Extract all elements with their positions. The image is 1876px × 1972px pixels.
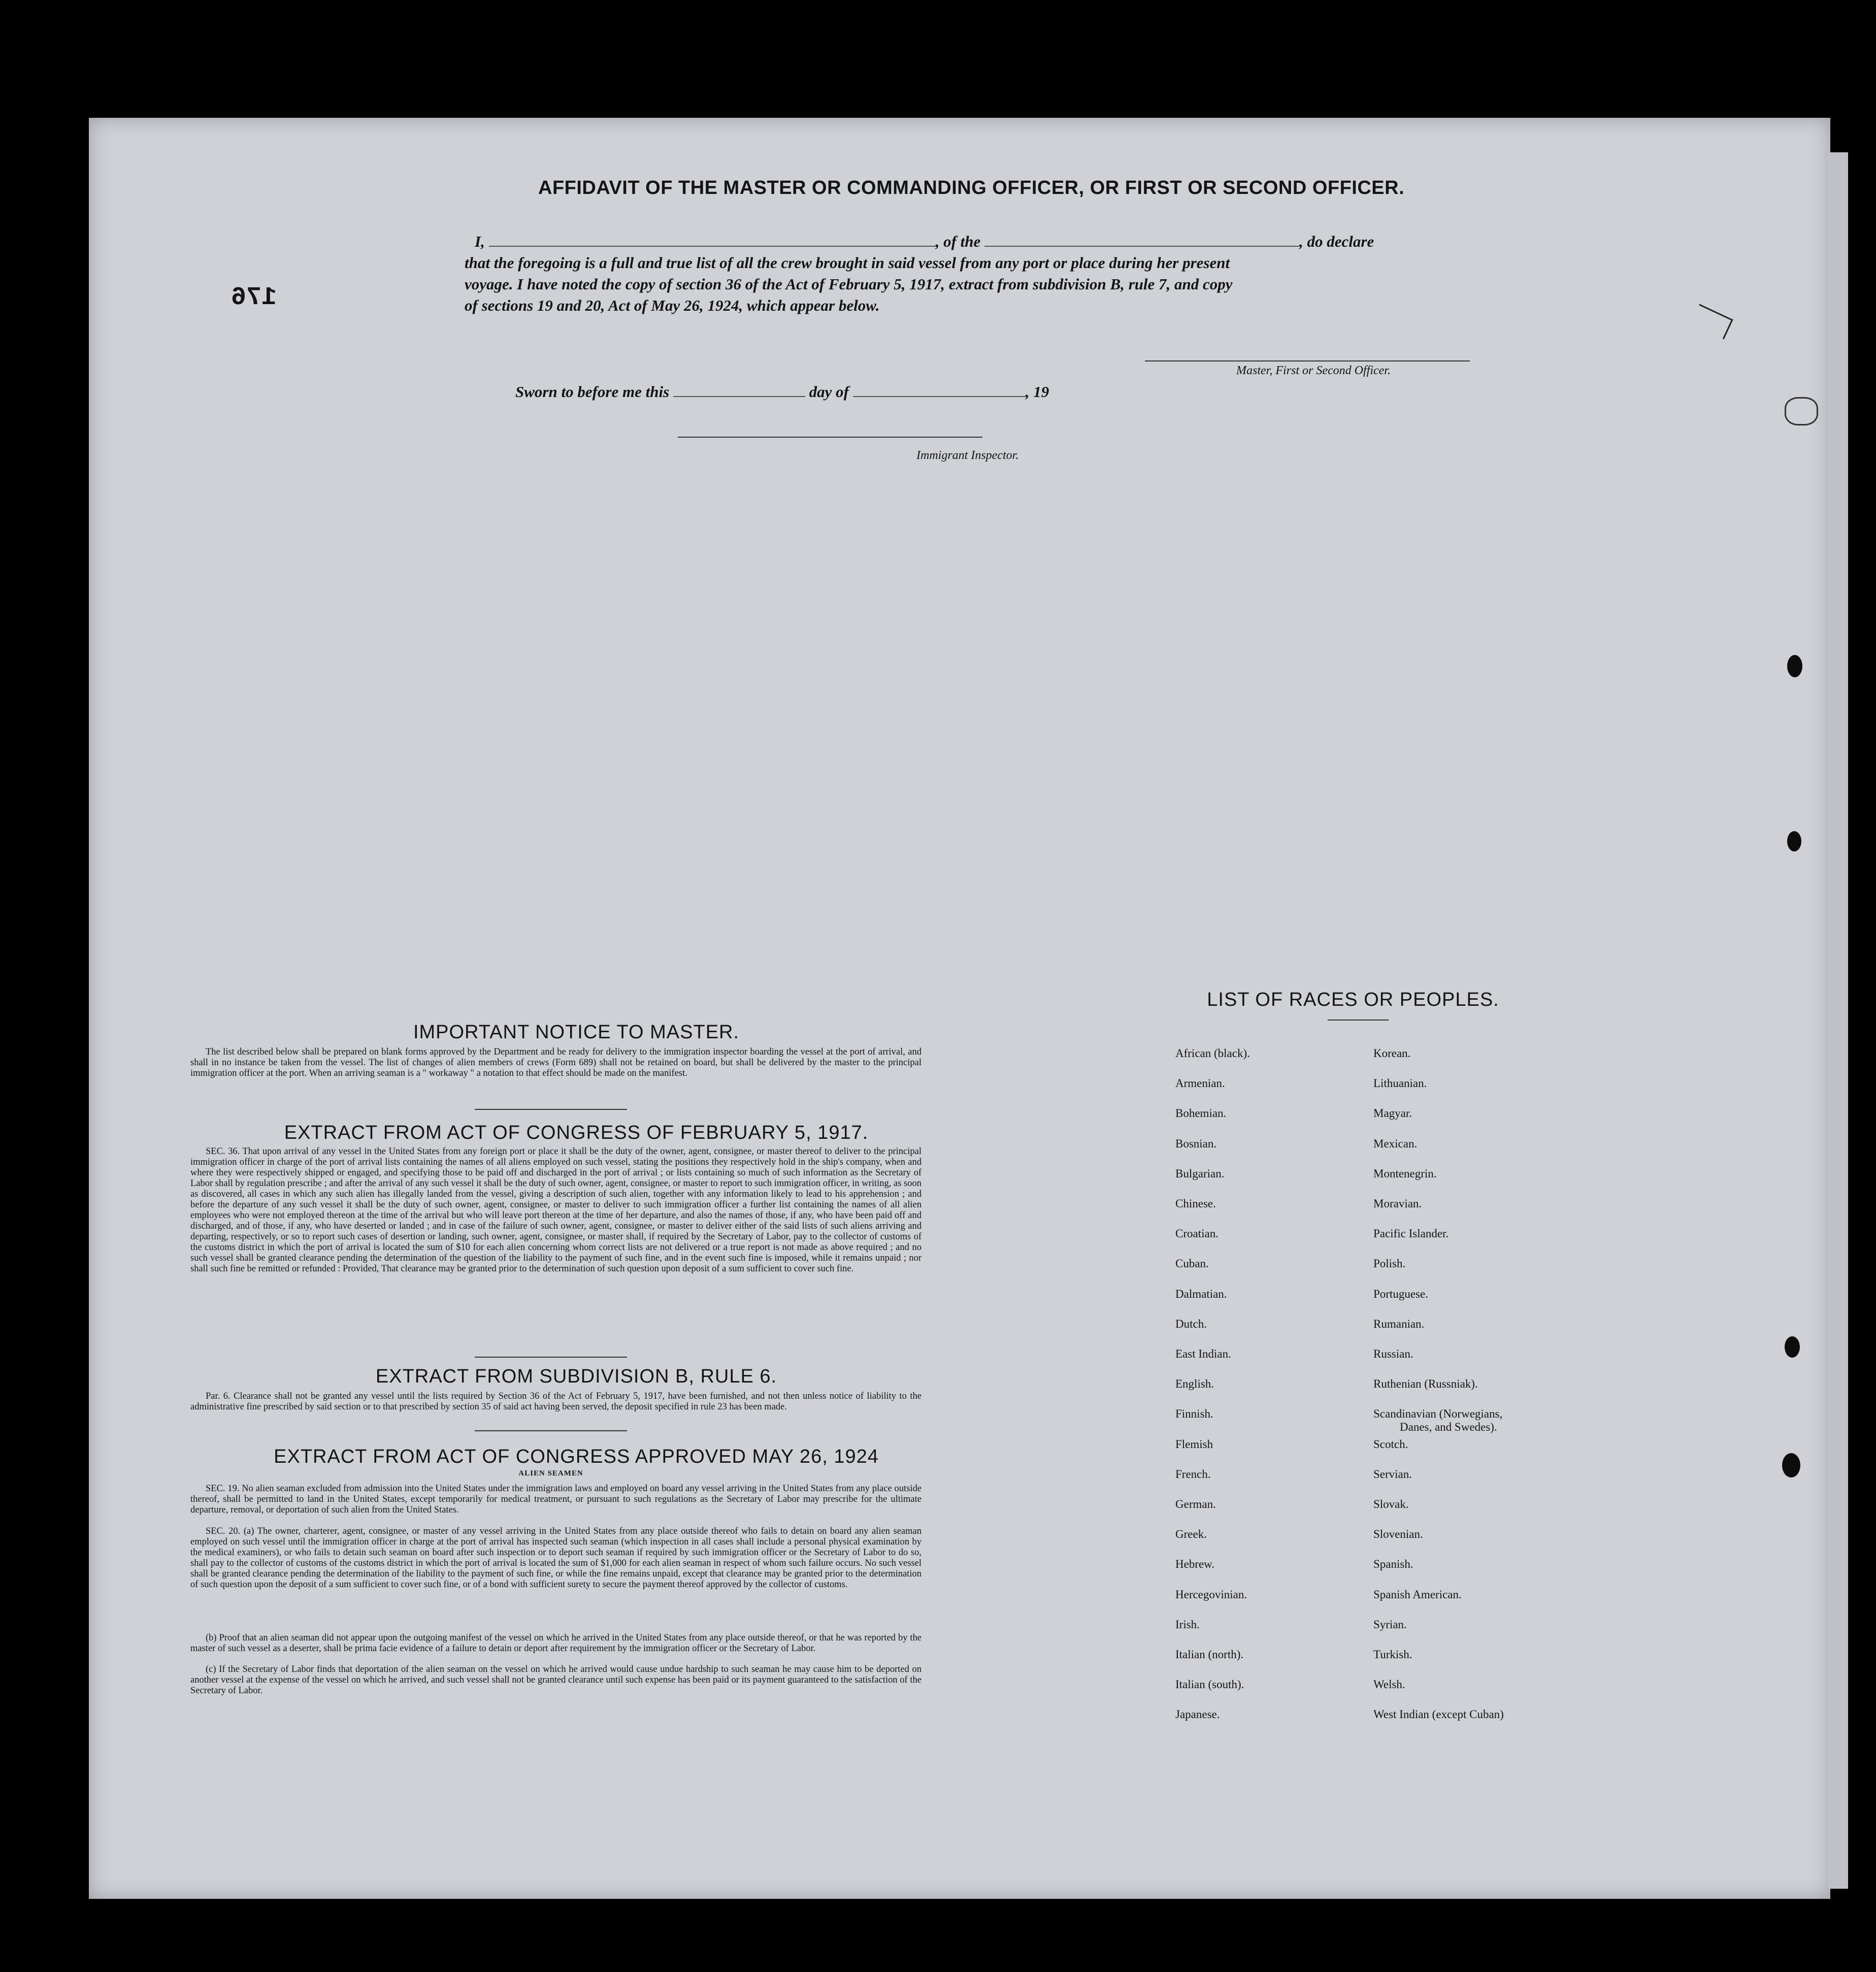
race-item-right: Ruthenian (Russniak). bbox=[1373, 1377, 1478, 1390]
race-item-left: Armenian. bbox=[1175, 1077, 1225, 1090]
name-blank bbox=[489, 246, 936, 247]
race-item-right: Portuguese. bbox=[1373, 1288, 1428, 1300]
race-item-right: Scandinavian (Norwegians, bbox=[1373, 1407, 1503, 1420]
affidavit-of-the: , of the bbox=[935, 233, 981, 250]
race-item-right: Syrian. bbox=[1373, 1618, 1407, 1631]
race-item-left: Hebrew. bbox=[1175, 1558, 1215, 1570]
race-item-left: African (black). bbox=[1175, 1047, 1250, 1060]
race-item-right: Servian. bbox=[1373, 1468, 1412, 1481]
affidavit-i: I, bbox=[475, 233, 485, 250]
punch-hole bbox=[1782, 1453, 1800, 1477]
race-item-right: Scotch. bbox=[1373, 1438, 1408, 1451]
extract-1924-title: EXTRACT FROM ACT OF CONGRESS APPROVED MAY 26, 1924 bbox=[274, 1446, 879, 1467]
notice-divider bbox=[475, 1109, 627, 1110]
page-number: 176 bbox=[231, 283, 277, 312]
race-item-left: Italian (south). bbox=[1175, 1678, 1244, 1691]
sec20a-text: SEC. 20. (a) The owner, charterer, agent, consignee, or master of any vessel arriving in the United States from any place outside thereof who fails to detain on board any alien seaman employed on such vessel until the immigration officer in charge at the port of arrival has inspected such seaman (which inspection in all cases shall include a personal physical examination by the medical examiners), or who fails to detain such seaman on board after such inspection or to deport such seaman if required by such immigration officer or the Secretary of Labor to do so, shall pay to the collector of customs of the customs district in which the port of arrival is located the sum of $1,000 for each alien seaman in respect of whom such failure occurs. No such vessel shall be granted clearance pending the determination of the liability to the payment of such fine, or while the fine remains unpaid, except that clearance may be granted prior to the determination of such question upon the deposit of a sum sufficient to cover such fine, or of a bond with sufficient surety to secure the payment thereof approved by the collector of customs. bbox=[190, 1526, 921, 1590]
inspector-signature-line bbox=[678, 437, 982, 438]
race-item-left: Dutch. bbox=[1175, 1318, 1207, 1330]
affidavit-line-2: that the foregoing is a full and true list of all the crew brought in said vessel from any port or place during her present bbox=[465, 254, 1230, 272]
document-page bbox=[89, 118, 1830, 1899]
race-item-left: Japanese. bbox=[1175, 1708, 1220, 1721]
race-item-left: Irish. bbox=[1175, 1618, 1200, 1631]
race-item-right: Spanish American. bbox=[1373, 1588, 1462, 1601]
subdivision-divider bbox=[475, 1430, 627, 1431]
sworn-month-blank bbox=[853, 396, 1026, 397]
race-item-right: Rumanian. bbox=[1373, 1318, 1425, 1330]
races-right-column bbox=[1373, 118, 1627, 1899]
punch-hole bbox=[1787, 655, 1802, 677]
race-item-right: Montenegrin. bbox=[1373, 1167, 1437, 1180]
affidavit-line-3: voyage. I have noted the copy of section 36 of the Act of February 5, 1917, extract from subdivision B, rule 7, and copy bbox=[465, 275, 1233, 293]
race-item-right: West Indian (except Cuban) bbox=[1373, 1708, 1504, 1721]
sworn-prefix: Sworn to before me this bbox=[515, 383, 670, 401]
extract-1917-divider bbox=[475, 1357, 627, 1358]
extract-1924-subtitle: ALIEN SEAMEN bbox=[518, 1469, 583, 1477]
notice-text: The list described below shall be prepared on blank forms approved by the Department and be ready for delivery to the immigration inspector boarding the vessel at the port of arrival, and shall in no instance be taken from the vessel. The list of changes of alien members of crews (Form 689) shall not be retained on board, but shall be delivered by the master to the principal immigration officer at the port. When an arriving seaman is a " workaway " a notation to that effect should be made on the manifest. bbox=[190, 1047, 921, 1078]
subdivision-text: Par. 6. Clearance shall not be granted any vessel until the lists required by Section 36 of the Act of February 5, 1917, have been furnished, and not then unless notice of liability to the administrative fine prescribed by said section or to that prescribed by section 35 of said act having been served, the deposit specified in rule 23 has been made. bbox=[190, 1391, 921, 1412]
master-caption: Master, First or Second Officer. bbox=[1236, 364, 1391, 377]
race-item-right-continuation: Danes, and Swedes). bbox=[1400, 1421, 1497, 1433]
race-item-left: Italian (north). bbox=[1175, 1648, 1244, 1661]
race-item-right: Slovenian. bbox=[1373, 1528, 1423, 1540]
sworn-day-blank bbox=[673, 396, 805, 397]
races-left-column bbox=[1175, 118, 1378, 1899]
race-item-left: English. bbox=[1175, 1377, 1214, 1390]
race-item-left: French. bbox=[1175, 1468, 1211, 1481]
race-item-right: Slovak. bbox=[1373, 1498, 1409, 1510]
race-item-left: Finnish. bbox=[1175, 1407, 1213, 1420]
race-item-left: East Indian. bbox=[1175, 1347, 1231, 1360]
race-item-left: Greek. bbox=[1175, 1528, 1207, 1540]
sworn-year: , 19 bbox=[1025, 383, 1049, 401]
sec19-text: SEC. 19. No alien seaman excluded from admission into the United States under the immigration laws and employed on board any vessel arriving in the United States from any place outside thereof, shall be permitted to land in the United States, except temporarily for medical treatment, or pursuant to such regulations as the Secretary of Labor may prescribe for the ultimate departure, removal, or deportation of such alien from the United States. bbox=[190, 1484, 921, 1515]
notice-title: IMPORTANT NOTICE TO MASTER. bbox=[413, 1022, 740, 1043]
punch-hole bbox=[1785, 1336, 1800, 1358]
subdivision-title: EXTRACT FROM SUBDIVISION B, RULE 6. bbox=[375, 1366, 777, 1387]
race-item-left: Dalmatian. bbox=[1175, 1288, 1227, 1300]
torn-mark bbox=[1785, 397, 1818, 425]
extract-1917-text: SEC. 36. That upon arrival of any vessel in the United States from any foreign port or place it shall be the duty of the owner, agent, consignee, or master thereof to deliver to the principal immigration officer in charge of the port of arrival lists containing the names of all aliens employed on such vessel, stating the positions they respectively hold in the ship's company, when and where they were respectively shipped or engaged, and specifying those to be paid off and discharged in the port of arrival ; or lists containing so much of such information as the Secretary of Labor shall by regulation prescribe ; and after the arrival of any such vessel it shall be the duty of such owner, agent, consignee, or master to report to such immigration officer, in writing, as soon as discovered, all cases in which any such alien has illegally landed from the vessel, giving a description of such alien, together with any information likely to lead to his apprehension ; and before the departure of any such vessel it shall be the duty of such owner, agent, consignee, or master to deliver to such immigration officer a further list containing the names of all alien employees who were not employed thereon at the time of the arrival but who will leave port thereon at the time of her departure, and also the names of those, if any, who have been paid off and discharged, and of those, if any, who have deserted or landed ; and in case of the failure of such owner, agent, consignee, or master to deliver either of the said lists of such aliens arriving and departing, respectively, or so to report such cases of desertion or landing, such owner, agent, consignee, or master shall, if required by the Secretary of Labor, pay to the collector of customs of the customs district in which the port of arrival is located the sum of $10 for each alien concerning whom correct lists are not delivered or a true report is not made as above required ; and no such vessel shall be granted clearance pending the determination of the question of the liability to the payment of such fine, and in the event such fine is imposed, while it remains unpaid ; nor shall such fine be remitted or refunded : Provided, That clearance may be granted prior to the determination of such question upon deposit of a sum sufficient to cover such fine. bbox=[190, 1146, 921, 1274]
race-item-right: Welsh. bbox=[1373, 1678, 1405, 1691]
race-item-right: Korean. bbox=[1373, 1047, 1411, 1060]
race-item-left: Hercegovinian. bbox=[1175, 1588, 1247, 1601]
race-item-right: Magyar. bbox=[1373, 1107, 1412, 1120]
race-item-left: Croatian. bbox=[1175, 1227, 1219, 1240]
sec20b-text: (b) Proof that an alien seaman did not appear upon the outgoing manifest of the vessel on which he arrived in the United States from any place outside thereof, or that he was reported by the master of such vessel as a deserter, shall be prima facie evidence of a failure to detain or deport after requirement by the immigration officer or the Secretary of Labor. bbox=[190, 1633, 921, 1654]
sec20c-text: (c) If the Secretary of Labor finds that deportation of the alien seaman on the vessel on which he arrived would cause undue hardship to such seaman he may cause him to be deported on another vessel at the expense of the vessel on which he arrived, and such vessel shall not be granted clearance until such expense has been paid or its payment guaranteed to the satisfaction of the Secretary of Labor. bbox=[190, 1664, 921, 1696]
races-title: LIST OF RACES OR PEOPLES. bbox=[1207, 989, 1499, 1010]
race-item-right: Moravian. bbox=[1373, 1197, 1422, 1210]
inspector-caption: Immigrant Inspector. bbox=[916, 449, 1019, 462]
race-item-right: Spanish. bbox=[1373, 1558, 1413, 1570]
race-item-right: Mexican. bbox=[1373, 1137, 1418, 1150]
race-item-left: Flemish bbox=[1175, 1438, 1213, 1451]
race-item-left: Bosnian. bbox=[1175, 1137, 1217, 1150]
race-item-right: Lithuanian. bbox=[1373, 1077, 1427, 1090]
race-item-right: Pacific Islander. bbox=[1373, 1227, 1449, 1240]
race-item-left: Cuban. bbox=[1175, 1257, 1209, 1270]
extract-1917-title: EXTRACT FROM ACT OF CONGRESS OF FEBRUARY 5, 1917. bbox=[284, 1122, 869, 1143]
sworn-line bbox=[515, 383, 1226, 401]
race-item-right: Turkish. bbox=[1373, 1648, 1412, 1661]
race-item-right: Russian. bbox=[1373, 1347, 1413, 1360]
race-item-left: Bulgarian. bbox=[1175, 1167, 1225, 1180]
affidavit-line-4: of sections 19 and 20, Act of May 26, 1924, which appear below. bbox=[465, 297, 880, 314]
punch-hole bbox=[1787, 831, 1801, 851]
race-item-left: Bohemian. bbox=[1175, 1107, 1227, 1120]
race-item-left: Chinese. bbox=[1175, 1197, 1216, 1210]
race-item-left: German. bbox=[1175, 1498, 1216, 1510]
affidavit-declare: , do declare bbox=[1299, 233, 1374, 250]
affidavit-title: AFFIDAVIT OF THE MASTER OR COMMANDING OFFICER, OR FIRST OR SECOND OFFICER. bbox=[538, 177, 1405, 199]
page-edge-shadow bbox=[1828, 152, 1848, 1889]
race-item-right: Polish. bbox=[1373, 1257, 1406, 1270]
sworn-day-of: day of bbox=[809, 383, 849, 401]
